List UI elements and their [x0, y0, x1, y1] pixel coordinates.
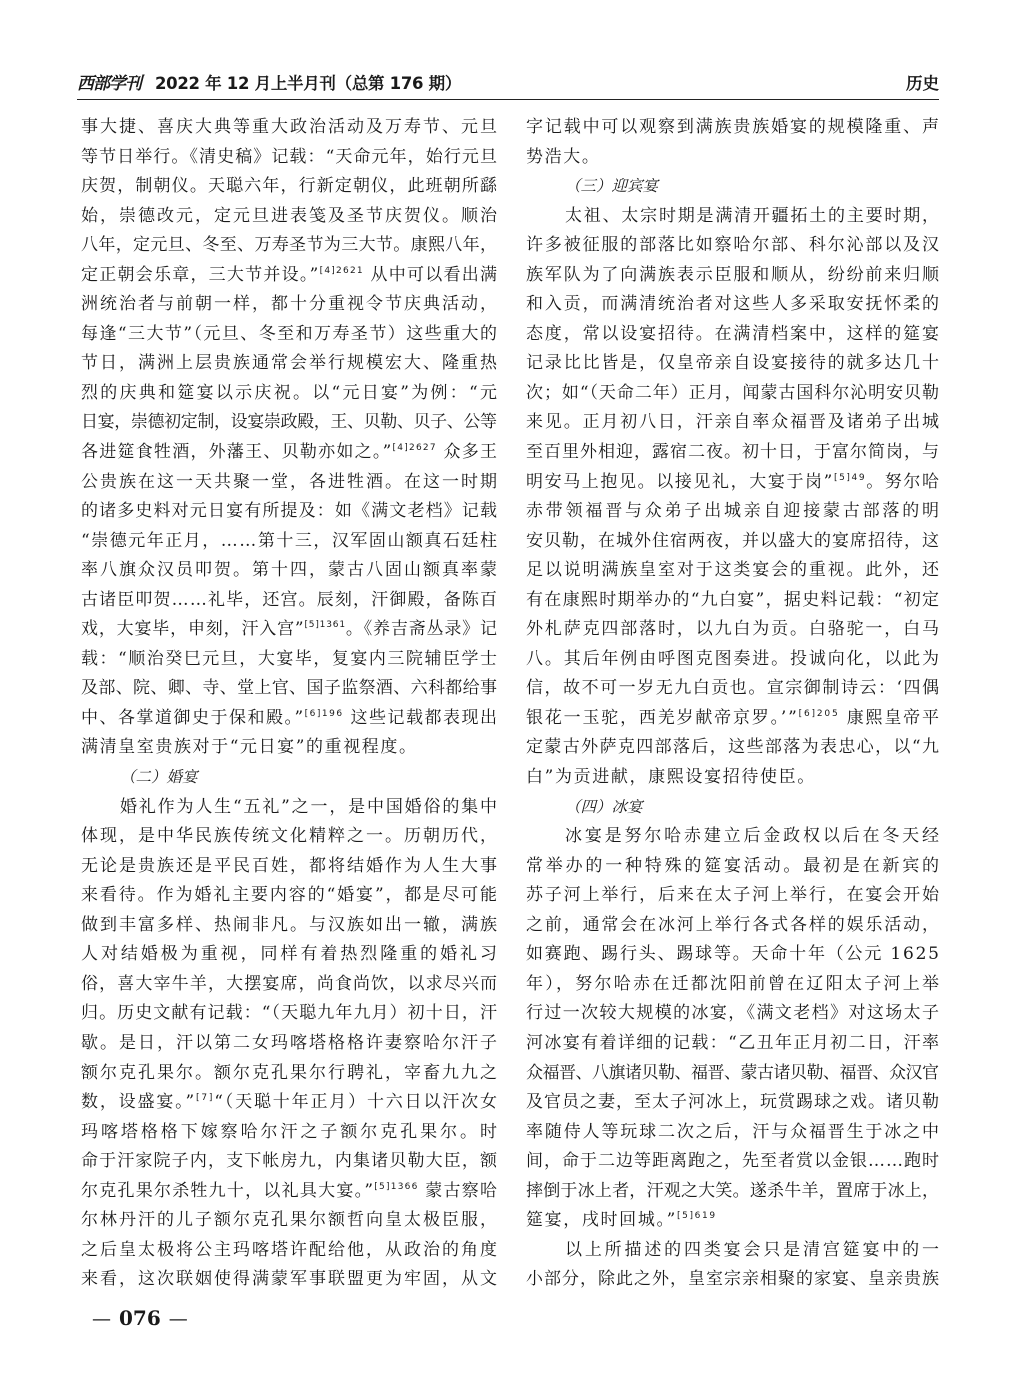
text-segment: 筵宴，戌时回城。”: [526, 1210, 677, 1231]
text-segment: 记录比比皆是，仅皇帝亲自设宴接待的就多达几十: [526, 353, 941, 374]
issue-info: 2022 年 12 月上半月刊（总第 176 期）: [155, 74, 462, 93]
citation-superscript: [6]205: [798, 708, 840, 719]
text-segment: 八。其后年例由呼图克图奏进。投诚向化，以此为: [526, 648, 941, 669]
text-segment: 从中可以看出满: [363, 264, 499, 285]
text-segment: 河冰宴有着详细的记载：“乙丑年正月初二日，汗率: [526, 1032, 941, 1053]
text-segment: 众福晋、八旗诸贝勒、福晋、蒙古诸贝勒、福晋、众汉官: [526, 1062, 939, 1083]
text-segment: 和入贡，而满清统治者对这些人多采取安抚怀柔的: [526, 294, 941, 315]
section-heading: （二）婚宴: [120, 768, 198, 787]
text-segment: 如赛跑、踢行头、踢球等。天命十年（公元 1625: [526, 944, 941, 965]
text-line: [526, 615, 939, 645]
journal-logo: 西部学刊: [77, 74, 141, 94]
text-line: [526, 763, 939, 793]
text-segment: 洲统治者与前朝一样，都十分重视令节庆典活动，: [81, 294, 499, 315]
text-line: [81, 940, 500, 970]
text-segment: 庆贺，制朝仪。天聪六年，行新定朝仪，此班朝所繇: [81, 176, 499, 197]
text-line: [81, 1147, 497, 1177]
text-segment: “崇德元年正月，……第十三，汉军固山额真石廷柱: [81, 530, 499, 551]
text-line: [81, 261, 497, 291]
text-segment: 事大捷、喜庆大典等重大政治活动及万寿节、元旦: [81, 117, 499, 137]
text-segment: 之后皇太极将公主玛喀塔许配给他，从政治的角度: [81, 1239, 499, 1260]
text-segment: 康熙皇帝平: [839, 707, 941, 728]
text-segment: 有在康熙时期举办的“九白宴”，据史料记载：“初定: [526, 589, 941, 610]
text-segment: 的诸多史料对元日宴有所提及：如《满文老档》记载: [81, 501, 499, 522]
text-segment: 各进筵食牲酒，外藩王、贝勒亦如之。”: [81, 442, 393, 463]
text-line: [526, 438, 939, 468]
text-segment: 中、各掌道御史于保和殿。”: [81, 707, 305, 728]
text-line: [81, 468, 497, 498]
text-segment: 来看，这次联姻使得满蒙军事联盟更为牢固，从文: [81, 1269, 499, 1290]
text-line: [81, 911, 497, 941]
page-number: 076: [119, 1306, 161, 1330]
section-heading: （三）迎宾宴: [565, 177, 659, 196]
text-segment: 来见。正月初八日，汗亲自率众福晋及诸弟子出城: [526, 412, 941, 433]
section-heading: （四）冰宴: [565, 797, 643, 816]
text-line: [526, 881, 939, 911]
text-segment: 年），努尔哈赤在迁都沈阳前曾在辽阳太子河上举: [526, 973, 942, 994]
header-rule: [77, 99, 939, 100]
text-line: [526, 527, 939, 557]
text-segment: 定蒙古外萨克四部落后，这些部落为表忠心，以“九: [526, 737, 941, 758]
text-line: [81, 497, 497, 527]
footer-dash-left: —: [92, 1308, 111, 1330]
text-line: [526, 940, 939, 970]
text-segment: 这些记载都表现出: [343, 707, 499, 728]
text-segment: 次；如“（天命二年）正月，闻蒙古国科尔沁明安贝勒: [526, 382, 940, 403]
text-segment: 以上所描述的四类宴会只是清宫筵宴中的一: [565, 1239, 942, 1260]
text-segment: 日宴，崇德初定制，设宴崇政殿，王、贝勒、贝子、公等: [81, 412, 497, 433]
text-line: [81, 1206, 497, 1236]
text-line: [81, 143, 497, 173]
text-segment: 小部分，除此之外，皇室宗亲相聚的家宴、皇亲贵族: [526, 1269, 940, 1290]
text-segment: 赤带领福晋与众弟子出城亲自迎接蒙古部落的明: [526, 501, 942, 522]
text-segment: 蒙古察哈: [418, 1180, 499, 1201]
citation-superscript: [4]2627: [392, 443, 437, 454]
page-footer: [92, 1305, 188, 1332]
text-segment: 率八旗众汉员叩贺。第十四，蒙古八固山额真率蒙: [81, 560, 499, 581]
text-segment: 许多被征服的部落比如察哈尔部、科尔沁部以及汉: [526, 235, 941, 256]
footer-dash-right: —: [168, 1308, 188, 1330]
text-line: [526, 1265, 939, 1295]
text-line: [526, 1029, 939, 1059]
text-segment: 安贝勒，在城外住宿两夜，并以盛大的宴席招待，这: [526, 530, 940, 551]
running-header: [77, 73, 939, 97]
text-line: [81, 349, 497, 379]
text-segment: 古诸臣叩贺……礼毕，还宫。辰刻，汗御殿，备陈百: [81, 589, 499, 610]
text-segment: 节日，满洲上层贵族通常会举行规模宏大、隆重热: [81, 353, 499, 374]
text-segment: 常举办的一种特殊的筵宴活动。最初是在新宾的: [526, 855, 942, 876]
text-segment: 尔克孔果尔杀牲九十，以礼具大宴。”: [81, 1180, 375, 1201]
text-line: [526, 1088, 939, 1118]
text-line: [526, 349, 939, 379]
text-segment: 命于汗家院子内，支下帐房九，内集诸贝勒大臣，额: [81, 1151, 499, 1172]
text-line: [81, 438, 497, 468]
citation-superscript: [5]1366: [374, 1181, 419, 1192]
text-segment: 歇。是日，汗以第二女玛喀塔格格许妻察哈尔汗子: [81, 1032, 499, 1053]
text-segment: 外札萨克四部落时，以九白为贡。白骆驼一，白马: [526, 619, 941, 640]
text-segment: 尔林丹汗的儿子额尔克孔果尔额哲向皇太极臣服，: [81, 1210, 499, 1231]
right-column: [526, 113, 942, 1295]
text-line: [81, 704, 497, 734]
text-segment: 归。历史文献有记载：“（天聪九年九月）初十日，汗: [81, 1003, 499, 1024]
text-segment: 苏子河上举行，后来在太子河上举行，在宴会开始: [526, 885, 941, 906]
text-line: [526, 999, 939, 1029]
text-line: [81, 408, 497, 438]
text-segment: 信，故不可一岁无九白贡也。宣宗御制诗云：‘四偶: [526, 678, 941, 699]
text-line: [526, 556, 939, 586]
text-line: [81, 1236, 497, 1266]
text-segment: 态度，常以设宴招待。在满清档案中，这样的筵宴: [526, 323, 941, 344]
text-line: [81, 793, 497, 823]
text-segment: 之前，通常会在冰河上举行各式各样的娱乐活动，: [526, 914, 941, 935]
text-line: [526, 1147, 939, 1177]
text-line: [526, 497, 942, 527]
text-line: [81, 1029, 497, 1059]
text-segment: 冰宴是努尔哈赤建立后金政权以后在冬天经: [565, 826, 942, 847]
text-segment: 。《养吉斋丛录》记: [345, 619, 498, 640]
text-segment: 每逢“三大节”（元旦、冬至和万寿圣节）这些重大的: [81, 323, 499, 344]
text-line: [526, 231, 939, 261]
text-line: [81, 172, 497, 202]
text-segment: 间，命于二边等距离跑之，先至者赏以金银……跑时: [526, 1151, 940, 1172]
text-segment: 俗，喜大宰牛羊，大摆宴席，尚食尚饮，以求尽兴而: [81, 973, 499, 994]
text-segment: 额尔克孔果尔。额尔克孔果尔行聘礼，宰畜九九之: [81, 1062, 499, 1083]
citation-superscript: [5]619: [676, 1211, 717, 1222]
text-line: [526, 1118, 939, 1148]
text-line: [81, 379, 500, 409]
text-segment: 族军队为了向满族表示臣服和顺从，纷纷前来归顺: [526, 264, 941, 285]
text-line: [81, 733, 497, 763]
citation-superscript: [5]1361: [304, 620, 346, 631]
text-line: [526, 468, 939, 498]
text-segment: 定正朝会乐章，三大节并设。”: [81, 264, 320, 285]
text-line: [81, 970, 497, 1000]
text-segment: 太祖、太宗时期是满清开疆拓土的主要时期，: [565, 205, 941, 226]
text-segment: 始，崇德改元，定元旦进表笺及圣节庆贺仪。顺治: [81, 205, 499, 226]
section-name: 历史: [906, 74, 939, 93]
text-segment: 烈的庆典和筵宴以示庆祝。以“元日宴”为例：“元: [81, 382, 500, 403]
text-segment: 至百里外相迎，露宿二夜。初十日，于富尔简岗，与: [526, 442, 940, 463]
text-line: [526, 1177, 939, 1207]
text-line: [81, 202, 497, 232]
text-line: [526, 320, 939, 350]
text-segment: “（天聪十年正月）十六日以汗次女: [214, 1092, 499, 1113]
text-segment: 八年，定元旦、冬至、万寿圣节为三大节。康熙八年，: [81, 235, 498, 256]
text-segment: 摔倒于冰上者，汗观之大笑。遂杀牛羊，置席于冰上，: [526, 1180, 940, 1201]
text-line: [526, 113, 939, 143]
text-segment: 行过一次较大规模的冰宴，《满文老档》对这场太子: [526, 1003, 941, 1024]
text-line: [526, 822, 942, 852]
text-line: [81, 113, 497, 143]
text-line: [81, 881, 497, 911]
text-line: [81, 615, 497, 645]
left-column: [81, 113, 500, 1295]
text-segment: 及官员之妻，至太子河冰上，玩赏踢球之戏。诸贝勒: [526, 1092, 940, 1113]
text-line: [81, 674, 497, 704]
text-segment: 白”为贡进献，康熙设宴招待使臣。: [526, 767, 816, 788]
citation-superscript: [6]196: [304, 708, 344, 719]
text-line: [81, 527, 497, 557]
text-segment: 足以说明满族皇室对于这类宴会的重视。此外，还: [526, 560, 941, 581]
text-line: [81, 645, 497, 675]
text-line: [526, 704, 939, 734]
text-line: [81, 1265, 497, 1295]
text-line: [526, 911, 939, 941]
text-segment: 戏，大宴毕，申刻，汗入宫”: [81, 619, 305, 640]
text-line: [81, 822, 497, 852]
text-segment: 势浩大。: [526, 146, 601, 167]
text-line: [526, 586, 939, 616]
text-line: [81, 1059, 497, 1089]
text-line: [526, 1206, 939, 1236]
text-segment: 体现，是中华民族传统文化精粹之一。历朝历代，: [81, 826, 499, 847]
citation-superscript: [7]: [196, 1093, 215, 1104]
text-segment: 满清皇室贵族对于“元日宴”的重视程度。: [81, 737, 418, 758]
text-line: [81, 1177, 497, 1207]
text-line: [81, 852, 497, 882]
text-line: [81, 1088, 497, 1118]
citation-superscript: [5]49: [833, 472, 867, 483]
text-segment: 等节日举行。《清史稿》记载：“天命元年，始行元旦: [81, 146, 499, 167]
text-line: [526, 202, 939, 232]
text-segment: 做到丰富多样、热闹非凡。与汉族如出一辙，满族: [81, 914, 499, 935]
text-segment: 人对结婚极为重视，同样有着热烈隆重的婚礼习: [81, 944, 500, 965]
text-line: [526, 143, 939, 173]
text-segment: 字记载中可以观察到满族贵族婚宴的规模隆重、声: [526, 117, 941, 137]
text-segment: 明安马上抱见。以接见礼，大宴于岗”: [526, 471, 834, 492]
text-line: [526, 1236, 942, 1266]
text-line: [526, 379, 939, 409]
text-line: [81, 231, 497, 261]
text-segment: 载：“顺治癸巳元旦，大宴毕，复宴内三院辅臣学士: [81, 648, 499, 669]
text-line: [81, 1118, 500, 1148]
text-segment: 来看待。作为婚礼主要内容的“婚宴”，都是尽可能: [81, 885, 499, 906]
text-line: [81, 586, 497, 616]
text-segment: 数，设盛宴。”: [81, 1092, 197, 1113]
text-segment: 众多王: [436, 442, 499, 463]
text-segment: 无论是贵族还是平民百姓，都将结婚作为人生大事: [81, 855, 499, 876]
citation-superscript: [4]2621: [319, 265, 364, 276]
text-line: [81, 999, 497, 1029]
text-line: [81, 290, 497, 320]
text-line: [526, 261, 939, 291]
text-line: [526, 733, 939, 763]
text-line: [81, 556, 497, 586]
text-line: [526, 290, 939, 320]
text-line: [526, 1059, 939, 1089]
text-segment: 银花一玉驼，西羌岁献帝京罗。’”: [526, 707, 799, 728]
text-line: [526, 408, 939, 438]
text-segment: 及部、院、卿、寺、堂上官、国子监祭酒、六科都给事: [81, 678, 498, 699]
text-line: [81, 320, 497, 350]
text-segment: 公贵族在这一天共聚一堂，各进牲酒。在这一时期: [81, 471, 499, 492]
text-segment: 。努尔哈: [866, 471, 941, 492]
text-line: [526, 645, 939, 675]
text-segment: 玛喀塔格格下嫁察哈尔汗之子额尔克孔果尔。时: [81, 1121, 500, 1142]
text-line: [526, 852, 942, 882]
text-segment: 婚礼作为人生“五礼”之一，是中国婚俗的集中: [120, 796, 499, 817]
text-segment: 率随侍人等玩球二次之后，汗与众福晋生于冰之中: [526, 1121, 941, 1142]
text-line: [526, 674, 939, 704]
text-line: [526, 970, 942, 1000]
